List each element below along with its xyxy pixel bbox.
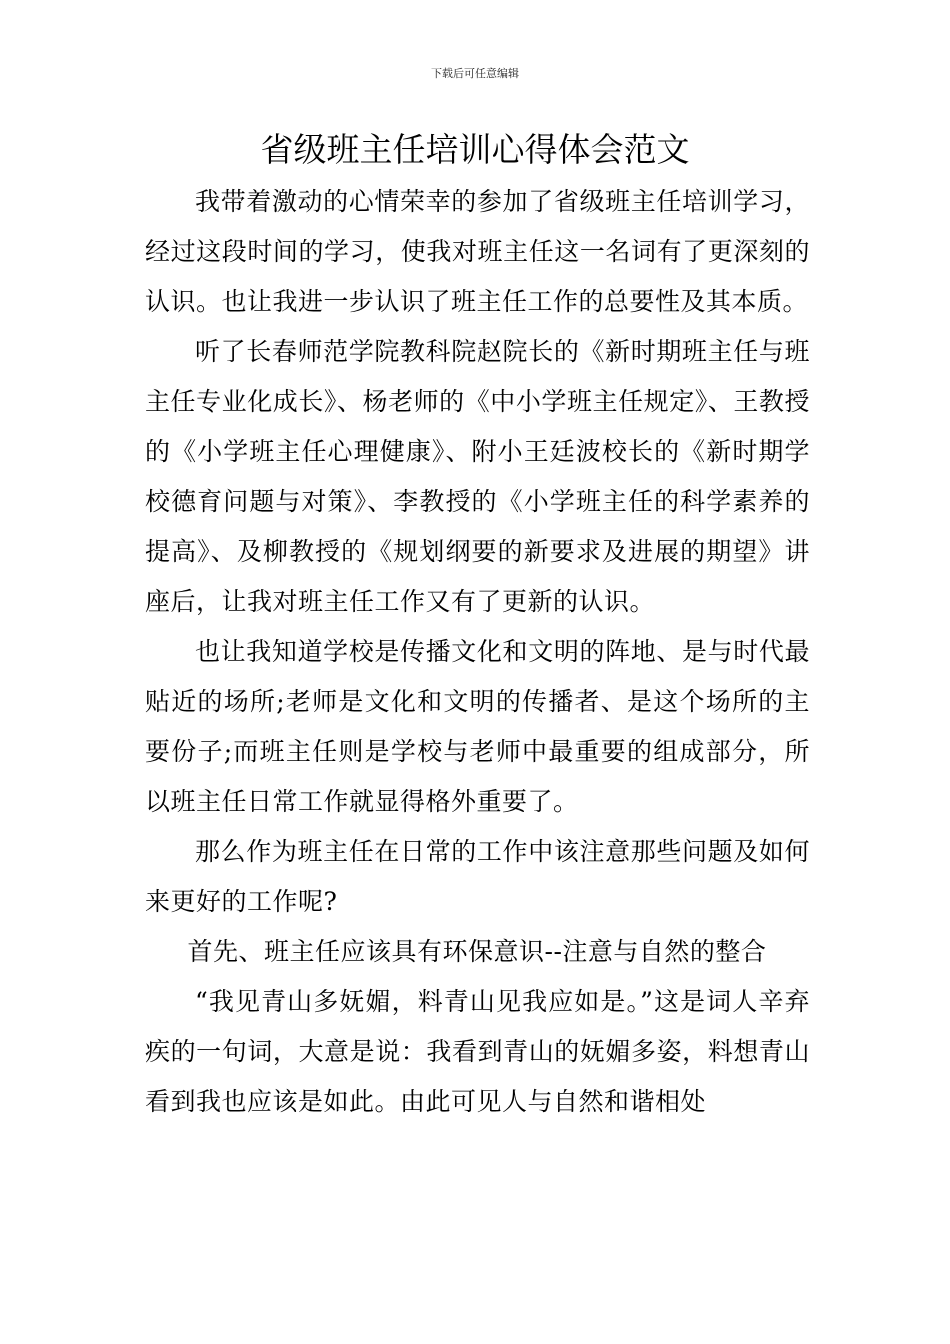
paragraph-intro: 我带着激动的心情荣幸的参加了省级班主任培训学习，经过这段时间的学习，使我对班主任这一名词有了更深刻的认识。也让我进一步认识了班主任工作的总要性及其本质。 <box>145 187 810 316</box>
paragraph-lectures: 听了长春师范学院教科院赵院长的《新时期班主任与班主任专业化成长》、杨老师的《中小学班主任规定》、王教授的《小学班主任心理健康》、附小王廷波校长的《新时期学校德育问题与对策》、李教授的《小学班主任的科学素养的提高》、及柳教授的《规划纲要的新要求及进展的期望》讲座后，让我对班主任工作又有了更新的认识。 <box>145 337 810 616</box>
header-note: 下载后可任意编辑 <box>431 67 519 80</box>
paragraph-first-point: 首先、班主任应该具有环保意识--注意与自然的整合 <box>187 937 767 966</box>
document-title: 省级班主任培训心得体会范文 <box>260 130 690 169</box>
document-body <box>145 177 810 1127</box>
paragraph-school-role: 也让我知道学校是传播文化和文明的阵地、是与时代最贴近的场所;老师是文化和文明的传播者、是这个场所的主要份子;而班主任则是学校与老师中最重要的组成部分，所以班主任日常工作就显得格外重要了。 <box>145 637 810 816</box>
paragraph-poem: “我见青山多妩媚，料青山见我应如是。”这是词人辛弃疾的一句词，大意是说：我看到青山的妩媚多姿，料想青山看到我也应该是如此。由此可见人与自然和谐相处 <box>145 987 810 1116</box>
paragraph-question: 那么作为班主任在日常的工作中该注意那些问题及如何来更好的工作呢? <box>145 837 810 916</box>
